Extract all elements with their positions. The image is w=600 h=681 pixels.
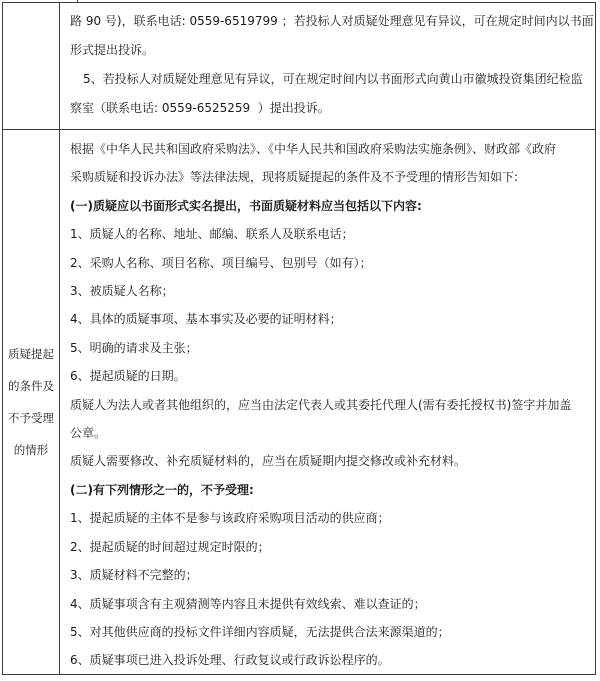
list-item: 6、质疑事项已进入投诉处理、行政复议或行政诉讼程序的。 — [70, 653, 390, 668]
row-label-line: 质疑提起 — [8, 347, 54, 361]
list-item: 2、提起质疑的时间超过规定时限的； — [70, 539, 270, 554]
text-line: 质疑人需要修改、补充质疑材料的，应当在质疑期内提交修改或补充材料。 — [70, 454, 467, 469]
list-item: 5、对其他供应商的投标文件详细内容质疑，无法提供合法来源渠道的； — [70, 624, 450, 639]
row2-label-cell — [3, 130, 60, 674]
row-label-line: 的情形 — [13, 443, 49, 457]
list-item: 3、被质疑人名称； — [70, 284, 174, 299]
table-row-challenge-conditions — [3, 130, 595, 674]
text-line: 形式提出投诉。 — [70, 43, 155, 57]
list-item: 1、提起质疑的主体不是参与该政府采购项目活动的供应商； — [70, 511, 390, 526]
row-label-line: 的条件及 — [8, 379, 54, 393]
list-item: 1、质疑人的名称、地址、邮编、联系人及联系电话； — [70, 227, 354, 242]
text-line: 质疑人为法人或者其他组织的，应当由法定代表人或其委托代理人(需有委托授权书)签字并加盖 — [70, 397, 572, 412]
list-item: 3、质疑材料不完整的； — [70, 568, 198, 583]
row2-body-cell — [60, 130, 595, 674]
table-row-complaint-info — [3, 3, 595, 130]
text-line: 察室（联系电话: 0559-6525259 ）提出投诉。 — [70, 101, 330, 115]
text-line: 根据《中华人民共和国政府采购法》、《中华人民共和国政府采购法实施条例》、财政部《政府 — [70, 142, 557, 156]
section-heading-1: (一)质疑应以书面形式实名提出，书面质疑材料应当包括以下内容: — [70, 198, 422, 213]
text-line: 路 90 号)，联系电话: 0559-6519799 ；若投标人对质疑处理意见有异议，可在规定时间内以书面 — [70, 14, 594, 28]
list-item: 2、采购人名称、项目名称、项目编号、包别号（如有）； — [70, 255, 372, 270]
section-heading-2: (二)有下列情形之一的，不予受理: — [70, 482, 254, 497]
text-line: 5、若投标人对质疑处理意见有异议，可在规定时间内以书面形式向黄山市徽城投资集团纪检监 — [83, 72, 583, 86]
procurement-challenge-table — [2, 2, 596, 675]
list-item: 6、提起质疑的日期。 — [70, 369, 186, 384]
row-label-line: 不予受理 — [8, 411, 54, 425]
text-line: 公章。 — [70, 426, 107, 441]
text-line: 采购质疑和投诉办法》等法律法规，现将质疑提起的条件及不予受理的情形告知如下: — [70, 170, 519, 185]
row1-body-cell — [60, 3, 595, 129]
list-item: 4、质疑事项含有主观猜测等内容且未提供有效线索、难以查证的； — [70, 596, 426, 611]
row1-label-cell-empty — [3, 3, 60, 129]
list-item: 5、明确的请求及主张； — [70, 340, 198, 355]
list-item: 4、具体的质疑事项、基本事实及必要的证明材料； — [70, 312, 342, 327]
